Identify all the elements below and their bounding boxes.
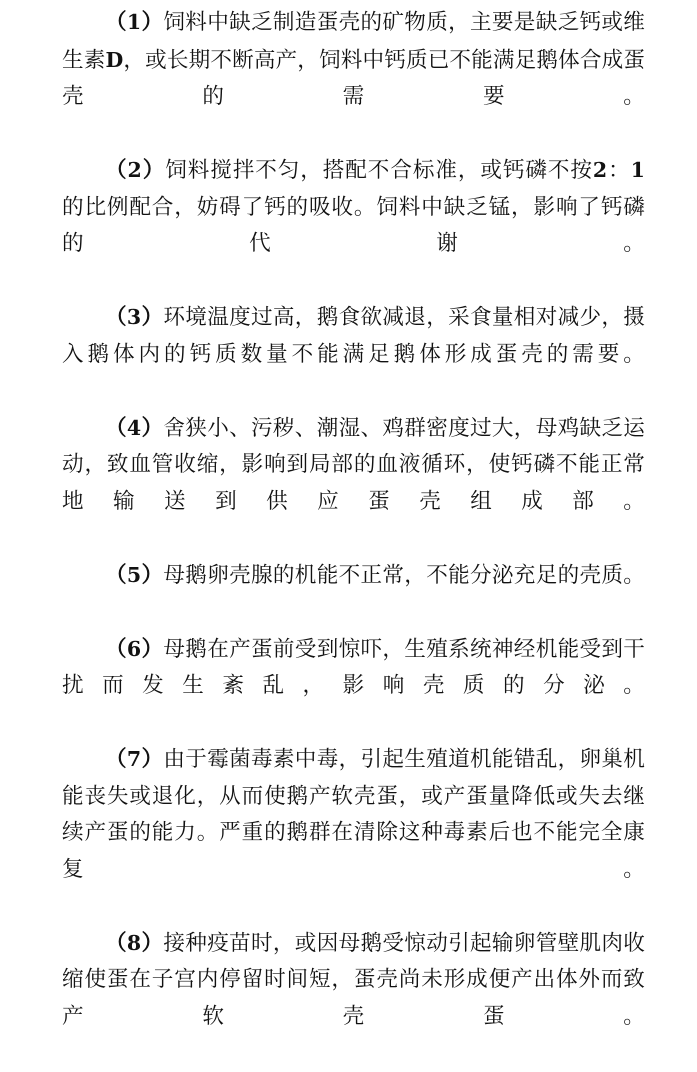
latin-run: 2 — [592, 158, 608, 182]
latin-run: 1 — [630, 158, 645, 182]
latin-run: 6 — [126, 636, 142, 661]
paragraph-5-text: 母鹅卵壳腺的机能不正常，不能分泌充足的壳质。 — [163, 562, 645, 588]
paragraph-8-number: （8） — [105, 930, 164, 956]
paragraph-3-text: 环境温度过高，鹅食欲减退，采食量相对减少，摄入鹅体内的钙质数量不能满足鹅体形成蛋壳的需要。 — [62, 305, 645, 367]
paragraph-6-text: 母鹅在产蛋前受到惊吓，生殖系统神经机能受到干扰而发生紊乱，影响壳质的分泌。 — [62, 636, 645, 698]
paragraph-3-number: （3） — [105, 305, 164, 330]
paragraph-2-text: 饲料搅拌不匀，搭配不合标准，或钙磷不按2：1的比例配合，妨碍了钙的吸收。饲料中缺乏锰，影响了钙磷的代谢。 — [62, 158, 645, 256]
paragraph-8-text: 接种疫苗时，或因母鹅受惊动引起输卵管壁肌肉收缩使蛋在子宫内停留时间短，蛋壳尚未形成便产出体外而致产软壳蛋。 — [62, 930, 645, 1029]
paragraph-8 — [62, 925, 645, 1072]
paragraph-4-text: 舍狭小、污秽、潮湿、鸡群密度过大，母鸡缺乏运动，致血管收缩，影响到局部的血液循环，使钙磷不能正常地输送到供应蛋壳组成部。 — [62, 415, 645, 514]
latin-run: 2 — [127, 158, 142, 182]
paragraph-5 — [62, 557, 645, 631]
paragraph-1 — [62, 4, 645, 152]
paragraph-7-text: 由于霉菌毒素中毒，引起生殖道机能错乱，卵巢机能丧失或退化，从而使鹅产软壳蛋，或产蛋量降低或失去继续产蛋的能力。严重的鹅群在清除这种毒素后也不能完全康复。 — [62, 747, 645, 882]
paragraph-4 — [62, 410, 645, 557]
latin-run: 7 — [126, 747, 142, 771]
paragraph-2 — [62, 152, 645, 299]
latin-run: 5 — [126, 562, 142, 587]
paragraph-2-number: （2） — [105, 158, 166, 183]
paragraph-4-number: （4） — [105, 415, 164, 441]
document-body — [62, 4, 645, 1072]
paragraph-3 — [62, 299, 645, 410]
latin-run: D — [105, 47, 124, 72]
paragraph-5-number: （5） — [105, 562, 164, 588]
latin-run: 4 — [126, 415, 142, 440]
paragraph-1-text: 饲料中缺乏制造蛋壳的矿物质，主要是缺乏钙或维生素D，或长期不断高产，饲料中钙质已不能满足鹅体合成蛋壳的需要。 — [62, 10, 646, 109]
latin-run: 3 — [126, 305, 142, 329]
paragraph-6-number: （6） — [105, 636, 164, 662]
latin-run: 8 — [126, 930, 142, 955]
paragraph-1-number: （1） — [105, 10, 164, 35]
paragraph-7-number: （7） — [105, 747, 164, 772]
latin-run: 1 — [126, 10, 142, 34]
paragraph-7 — [62, 741, 645, 925]
paragraph-6 — [62, 631, 645, 742]
